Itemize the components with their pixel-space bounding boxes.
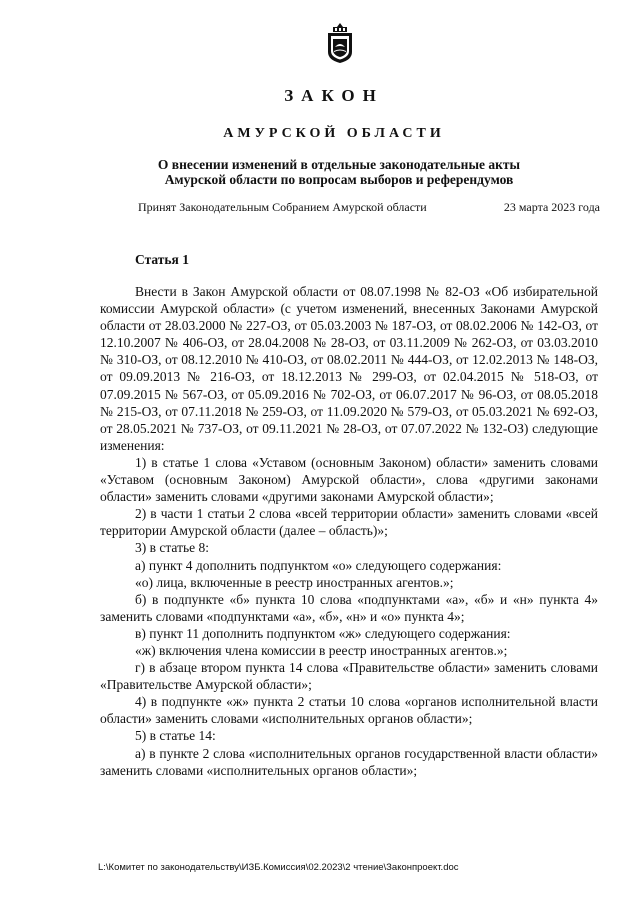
paragraph: г) в абзаце втором пункта 14 слова «Правительстве области» заменить словами «Правительстве Амурской области»;	[100, 660, 598, 693]
paragraph: 1) в статье 1 слова «Уставом (основным Законом) области» заменить словами «Уставом (основным Законом) Амурской области», слова «другими законами области» заменить словами «другими законами Амурской области»;	[100, 454, 598, 505]
coat-of-arms-icon	[326, 22, 354, 64]
law-subject	[0, 157, 640, 187]
adopted-date: 23 марта 2023 года	[503, 200, 600, 214]
paragraph: а) в пункте 2 слова «исполнительных органов государственной власти области» заменить словами «исполнительных органов области»;	[100, 745, 598, 778]
paragraph: 5) в статье 14:	[135, 728, 216, 744]
subject-line-1: О внесении изменений в отдельные законодательные акты	[157, 157, 521, 172]
paragraph: а) пункт 4 дополнить подпунктом «о» следующего содержания:	[135, 557, 502, 573]
law-title: ЗАКОН	[284, 86, 384, 105]
adoption-line	[138, 200, 600, 215]
adopted-by: Принят Законодательным Собранием Амурской области	[138, 200, 427, 214]
subject-line-2: Амурской области по вопросам выборов и референдумов	[164, 172, 514, 187]
paragraph: 2) в части 1 статьи 2 слова «всей территории области» заменить словами «всей территории Амурской области (далее – область)»;	[100, 506, 598, 539]
paragraph: «ж) включения члена комиссии в реестр иностранных агентов.»;	[135, 642, 508, 658]
article-body	[100, 283, 598, 779]
paragraph: 3) в статье 8:	[135, 540, 209, 556]
paragraph: Внести в Закон Амурской области от 08.07.1998 № 82-ОЗ «Об избирательной комиссии Амурской области» (с учетом изменений, внесенных Законами Амурской области от 28.03.2000 № 227-ОЗ, от 05.03.2003 № 187-ОЗ, от 08.02.2006 № 142-ОЗ, от 12.10.2007 № 406-ОЗ, от 28.04.2008 № 28-ОЗ, от 03.11.2009 № 262-ОЗ, от 03.03.2010 № 310-ОЗ, от 08.12.2010 № 410-ОЗ, от 08.02.2011 № 444-ОЗ, от 12.02.2013 № 148-ОЗ, от 09.09.2013 № 216-ОЗ, от 18.12.2013 № 299-ОЗ, от 02.04.2015 № 518-ОЗ, от 07.09.2015 № 567-ОЗ, от 05.09.2016 № 702-ОЗ, от 06.07.2017 № 96-ОЗ, от 08.05.2018 № 215-ОЗ, от 07.11.2018 № 259-ОЗ, от 11.09.2020 № 579-ОЗ, от 05.03.2021 № 692-ОЗ, от 28.05.2021 № 737-ОЗ, от 09.11.2021 № 28-ОЗ, от 07.07.2022 № 132-ОЗ) следующие изменения:	[100, 284, 598, 453]
paragraph: 4) в подпункте «ж» пункта 2 статьи 10 слова «органов исполнительной власти области» заменить словами «исполнительных органов области»;	[100, 694, 598, 727]
paragraph: б) в подпункте «б» пункта 10 слова «подпунктами «а», «б» и «н» пункта 4» заменить словами «подпунктами «а», «б», «н» и «о» пункта 4»;	[100, 591, 598, 624]
paragraph: в) пункт 11 дополнить подпунктом «ж» следующего содержания:	[135, 625, 511, 641]
file-path-footer: L:\Комитет по законодательству\ИЗБ.Комиссия\02.2023\2 чтение\Законпроект.doc	[98, 862, 459, 873]
region-title: АМУРСКОЙ ОБЛАСТИ	[223, 126, 445, 141]
paragraph: «о) лица, включенные в реестр иностранных агентов.»;	[135, 574, 454, 590]
article-heading: Статья 1	[135, 252, 189, 267]
